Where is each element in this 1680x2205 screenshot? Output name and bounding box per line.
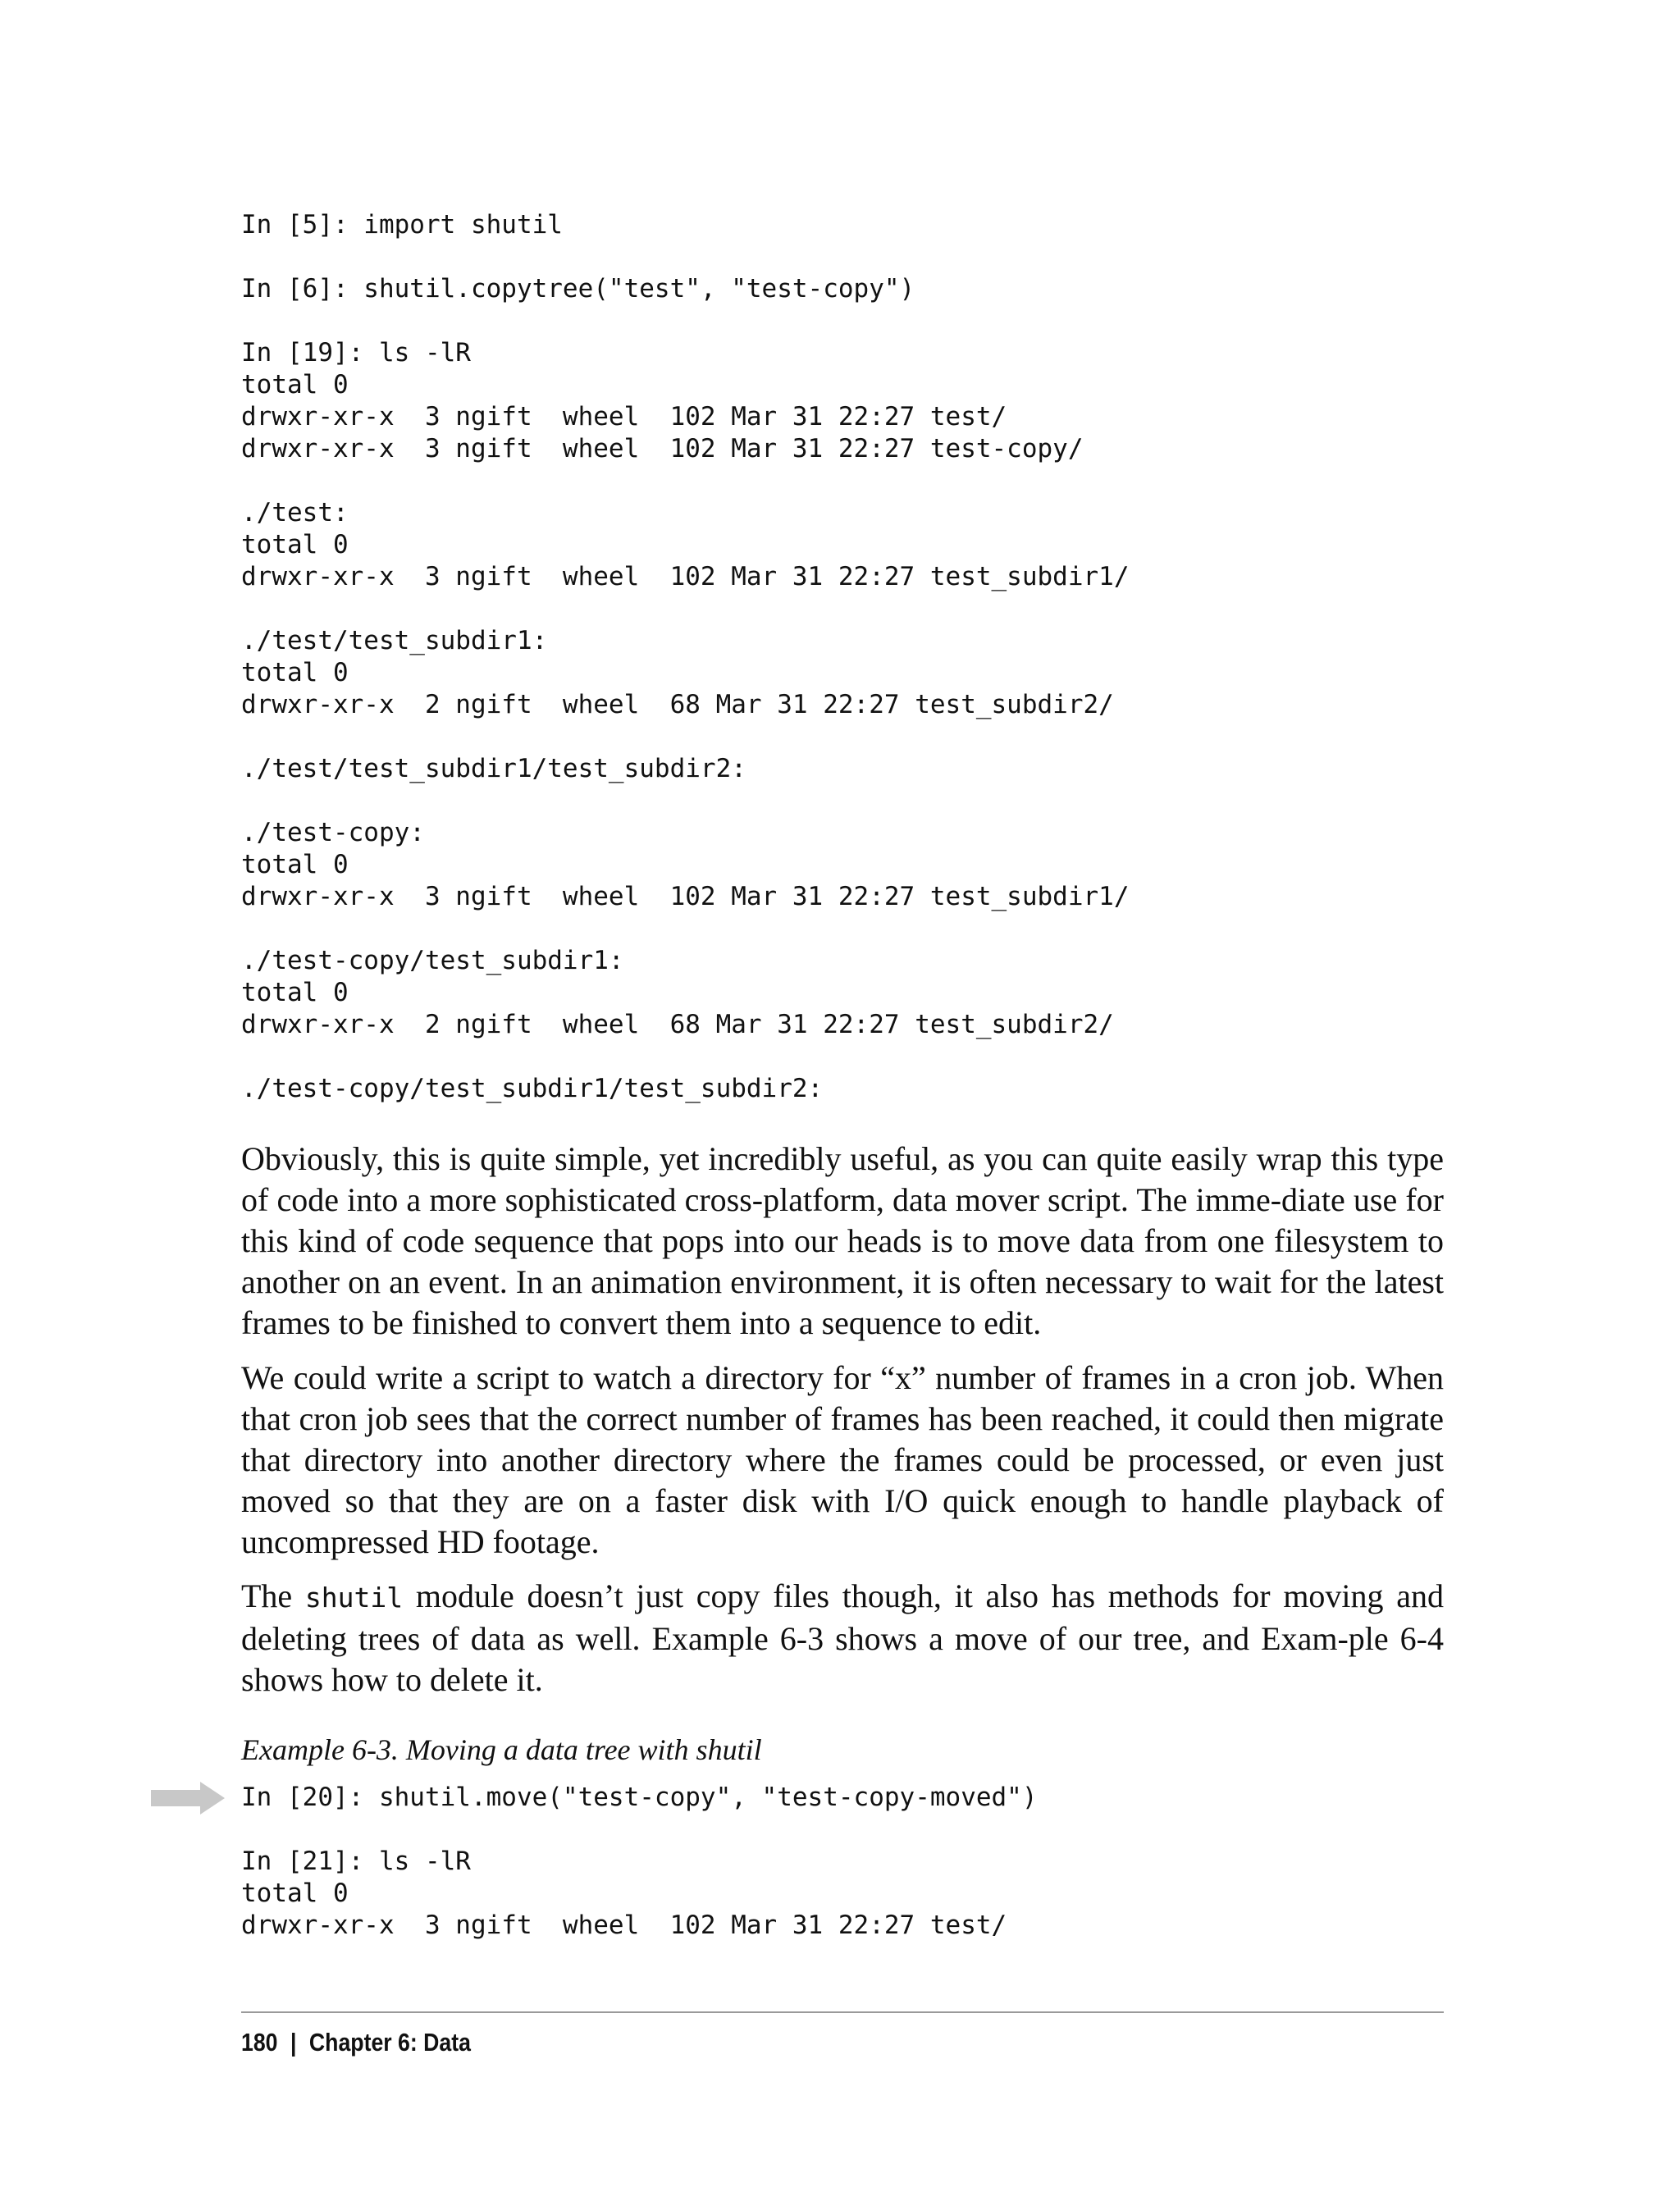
chapter-title: Chapter 6: Data [308, 2028, 471, 2057]
body-paragraph-2: We could write a script to watch a directory for “x” number of frames in a cron job. When that cron job sees that the correct number of frames has been reached, it could then migrate that directory into another directory where the frames could be processed, or even just moved so that they are on a faster disk with I/O quick enough to handle playback of uncompressed HD footage. [241, 1359, 1444, 1560]
body-paragraph-3 [241, 1576, 1444, 1701]
paragraph-text-start: The [241, 1577, 305, 1614]
page-number: 180 [241, 2028, 278, 2057]
code-listing-move: In [20]: shutil.move("test-copy", "test-copy-moved") In [21]: ls -lR total 0 drwxr-xr-x 3 ngift wheel 102 Mar 31 22:27 test/ [241, 1783, 1038, 1940]
inline-code-shutil: shutil [304, 1582, 404, 1614]
arrow-right-icon [151, 1782, 225, 1815]
body-paragraph-1: Obviously, this is quite simple, yet incredibly useful, as you can quite easily wrap this type of code into a more sophisticated cross-platform, data mover script. The imme-diate use for this kind of code sequence that pops into our heads is to move data from one filesystem to another on an event. In an animation environment, it is often necessary to wait for the latest frames to be finished to convert them into a sequence to edit. [241, 1140, 1444, 1341]
example-caption: Example 6-3. Moving a data tree with shutil [241, 1733, 762, 1766]
footer-divider [241, 2011, 1444, 2013]
paragraph-text-end: module doesn’t just copy files though, it also has methods for moving and deleting trees of data as well. Example 6-3 shows a move of our tree, and Exam-ple 6-4 shows how to delete it. [241, 1577, 1445, 1698]
page-footer [241, 2026, 471, 2059]
footer-separator: | [290, 2028, 297, 2057]
code-listing-copytree: In [5]: import shutil In [6]: shutil.copytree("test", "test-copy") In [19]: ls -lR total 0 drwxr-xr-x 3 ngift wheel 102 Mar 31 22:27 test/ drwxr-xr-x 3 ngift wheel 102 Mar 31 22:27 test-copy/ ./test: total 0 drwxr-xr-x 3 ngift wheel 102 Mar 31 22:27 test_subdir1/ ./test/test_subdir1: total 0 drwxr-xr-x 2 ngift wheel 68 Mar 31 22:27 test_subdir2/ ./test/test_subdir1/test_subdir2: ./test-copy: total 0 drwxr-xr-x 3 ngift wheel 102 Mar 31 22:27 test_subdir1/ ./test-copy/test_subdir1: total 0 drwxr-xr-x 2 ngift wheel 68 Mar 31 22:27 test_subdir2/ ./test-copy/test_subdir1/test_subdir2: [241, 210, 1130, 1103]
